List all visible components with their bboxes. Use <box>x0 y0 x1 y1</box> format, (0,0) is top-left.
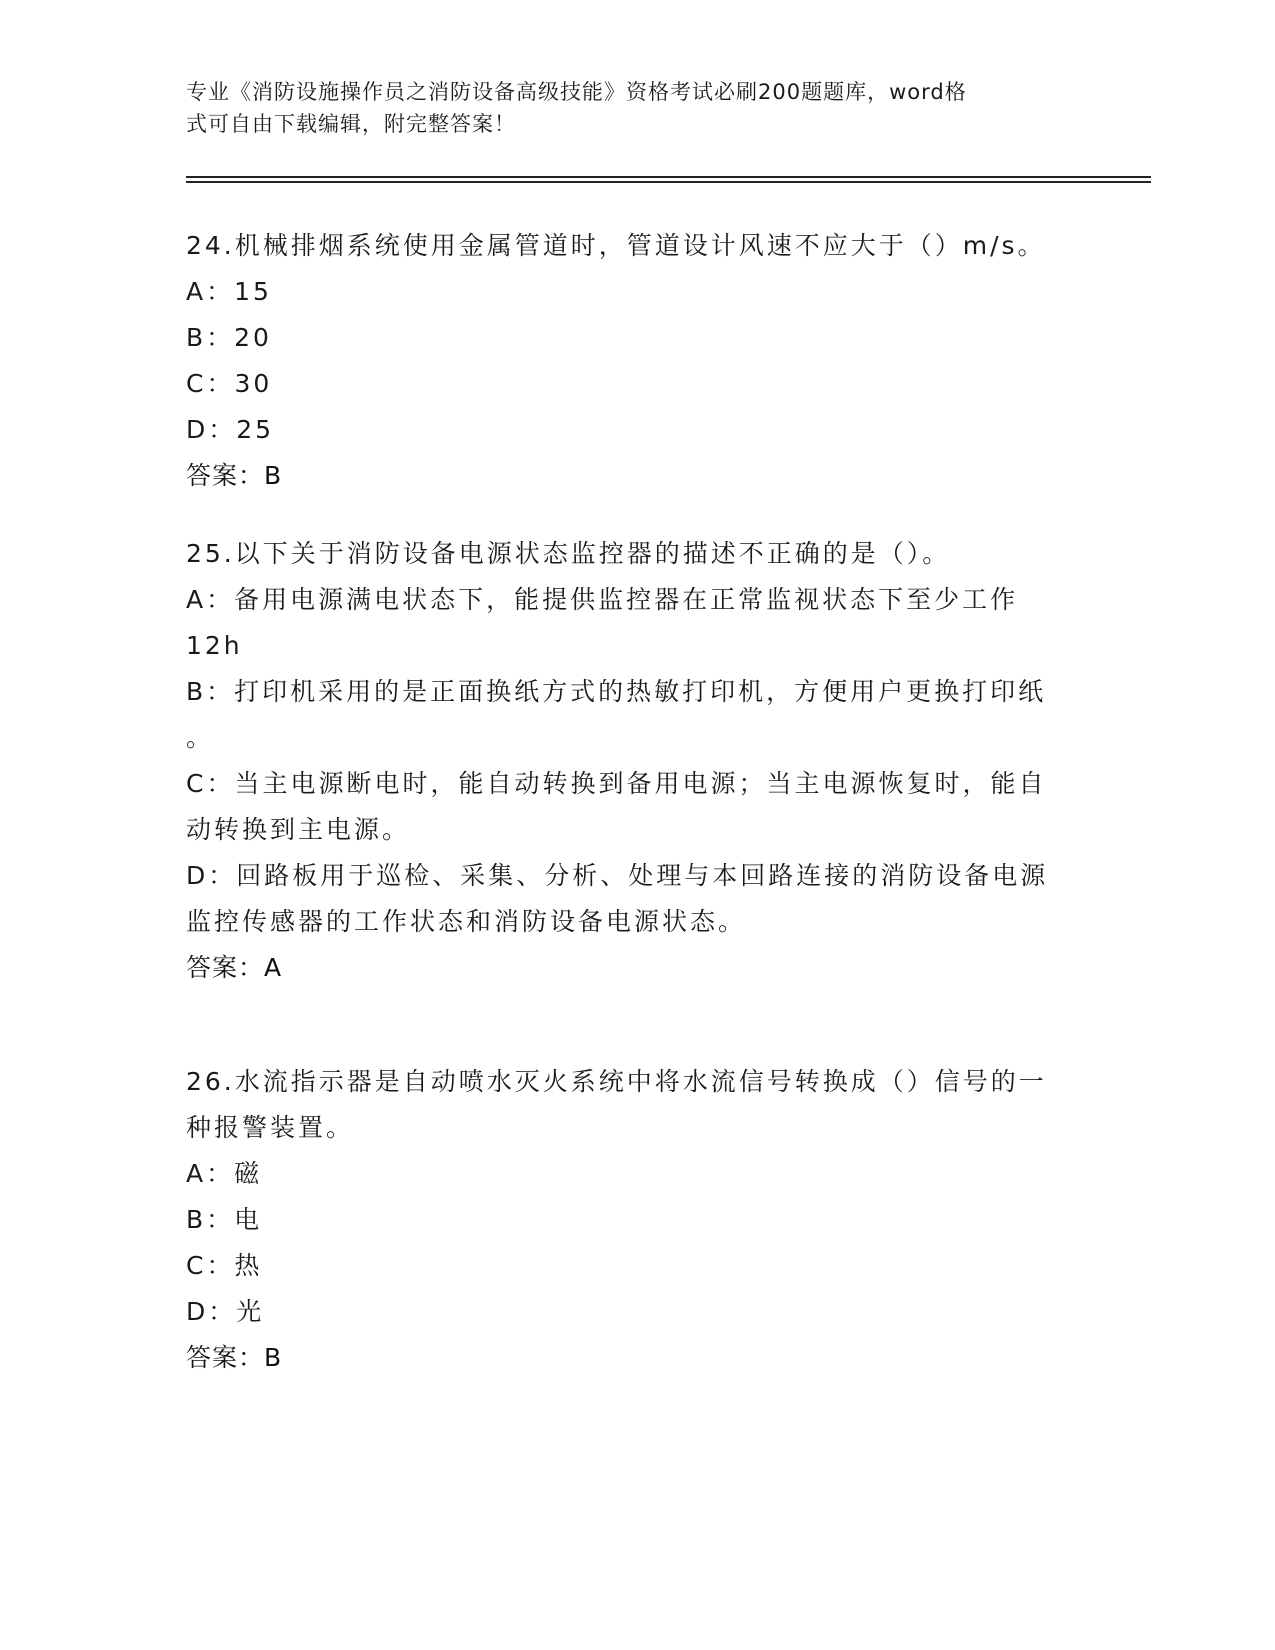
question-stem-continued: 种报警装置。 <box>186 1113 355 1142</box>
header-divider-bottom <box>186 181 1151 183</box>
question-stem: 26.水流指示器是自动喷水灭火系统中将水流信号转换成（）信号的一 <box>186 1067 1047 1096</box>
question-24 <box>186 223 1076 499</box>
question-stem: 25.以下关于消防设备电源状态监控器的描述不正确的是（）。 <box>186 539 951 568</box>
option-b: B：电 <box>186 1205 263 1234</box>
option-a: A：备用电源满电状态下，能提供监控器在正常监视状态下至少工作 <box>186 585 1019 614</box>
header-line-1: 专业《消防设施操作员之消防设备高级技能》资格考试必刷200题题库，word格 <box>186 80 967 104</box>
answer-key: 答案：B <box>186 1343 283 1372</box>
option-d-continued: 监控传感器的工作状态和消防设备电源状态。 <box>186 907 747 936</box>
option-c: C：30 <box>186 369 273 398</box>
answer-key: 答案：B <box>186 461 283 490</box>
option-a-continued: 12h <box>186 631 243 660</box>
option-a: A：15 <box>186 277 272 306</box>
option-b-continued: 。 <box>186 723 215 752</box>
header-line-2: 式可自由下载编辑，附完整答案！ <box>186 112 516 136</box>
option-b: B：20 <box>186 323 272 352</box>
option-a: A：磁 <box>186 1159 263 1188</box>
question-stem: 24.机械排烟系统使用金属管道时，管道设计风速不应大于（）m/s。 <box>186 231 1046 260</box>
option-d: D：光 <box>186 1297 265 1326</box>
option-d: D：回路板用于巡检、采集、分析、处理与本回路连接的消防设备电源 <box>186 861 1049 890</box>
question-25 <box>186 531 1076 991</box>
option-c-continued: 动转换到主电源。 <box>186 815 411 844</box>
option-b: B：打印机采用的是正面换纸方式的热敏打印机，方便用户更换打印纸 <box>186 677 1047 706</box>
option-c: C：热 <box>186 1251 263 1280</box>
document-header <box>186 76 1066 140</box>
option-d: D：25 <box>186 415 275 444</box>
answer-key: 答案：A <box>186 953 283 982</box>
header-divider-top <box>186 176 1151 178</box>
option-c: C：当主电源断电时，能自动转换到备用电源；当主电源恢复时，能自 <box>186 769 1047 798</box>
question-26 <box>186 1059 1076 1381</box>
